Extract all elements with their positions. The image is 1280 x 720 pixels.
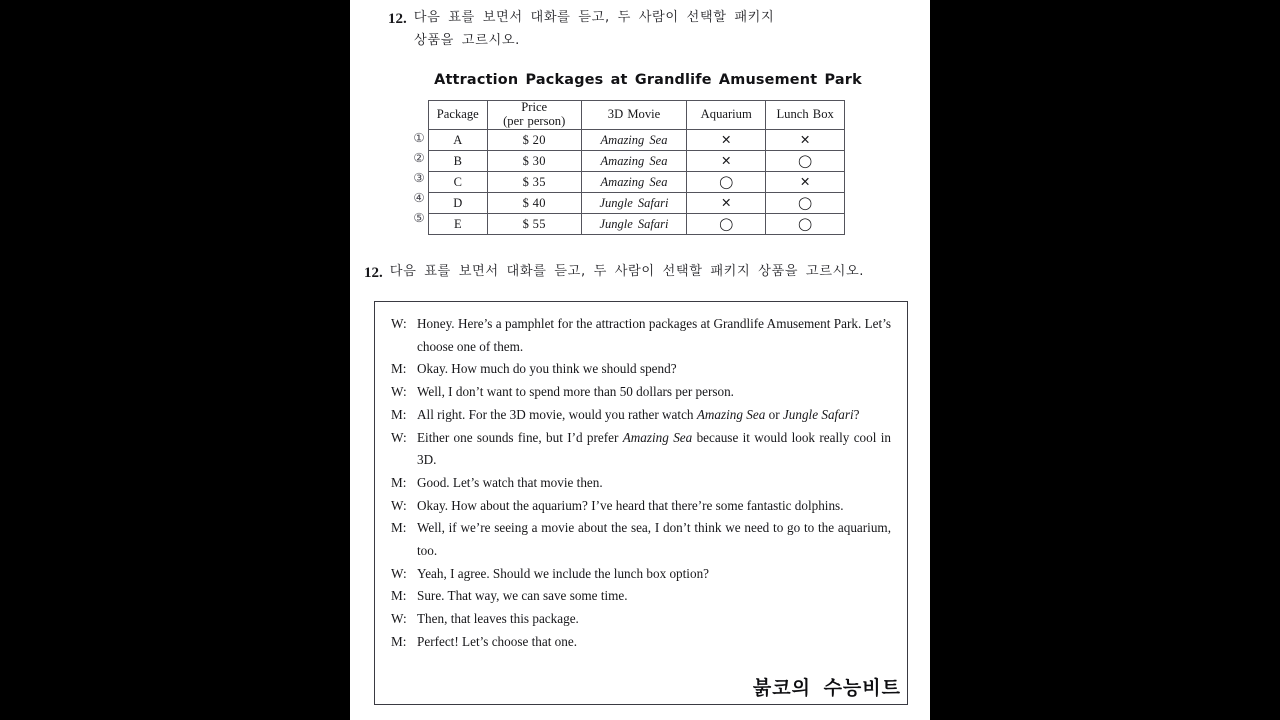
cell-package: B [429, 151, 488, 172]
cell-lunch-box: ◯ [766, 193, 845, 214]
header-price-line-1: Price [521, 100, 548, 115]
header-lunch-box: Lunch Box [766, 101, 845, 130]
speaker-label: W: [391, 384, 407, 400]
cell-movie: Jungle Safari [581, 214, 686, 235]
utterance-text [417, 404, 891, 427]
utterance-text: Yeah, I agree. Should we include the lunch box option? [417, 565, 710, 581]
cell-movie: Amazing Sea [581, 172, 686, 193]
table-row [429, 193, 845, 214]
dialogue-script-lines [375, 302, 907, 654]
dialogue-line [391, 472, 891, 495]
dialogue-line [391, 381, 891, 404]
utterance-text: Perfect! Let’s choose that one. [417, 633, 578, 649]
cell-package: E [429, 214, 488, 235]
cell-lunch-box: ◯ [766, 151, 845, 172]
header-package: Package [429, 101, 488, 130]
speaker-label: M: [391, 588, 407, 604]
cell-package: A [429, 130, 488, 151]
speaker-label: M: [391, 361, 407, 377]
dialogue-line [391, 563, 891, 586]
question-prompt-line-1 [388, 8, 908, 31]
question-number-repeat: 12. [364, 265, 383, 281]
utterance-text: Honey. Here’s a pamphlet for the attraction packages at Grandlife Amusement Park. Let’s choose one of them. [417, 316, 891, 354]
cell-movie: Jungle Safari [581, 193, 686, 214]
speaker-label: W: [391, 497, 407, 513]
header-3d-movie: 3D Movie [581, 101, 686, 130]
cell-lunch-box: ✕ [766, 130, 845, 151]
dialogue-line [391, 631, 891, 654]
dialogue-line [391, 427, 891, 472]
speaker-label: W: [391, 316, 407, 331]
cell-aquarium: ✕ [687, 193, 766, 214]
table-row [429, 214, 845, 235]
utterance-text: Sure. That way, we can save some time. [417, 588, 628, 604]
utterance-text: Okay. How about the aquarium? I’ve heard that there’re some fantastic dolphins. [417, 497, 844, 513]
dialogue-line [391, 495, 891, 518]
table-title: Attraction Packages at Grandlife Amusement Park [434, 72, 862, 88]
speaker-label: M: [391, 520, 407, 536]
question-text-line-2: 상품을 고르시오. [414, 33, 520, 49]
choice-marker-4[interactable]: ④ [413, 190, 425, 205]
cell-movie: Amazing Sea [581, 151, 686, 172]
speaker-label: M: [391, 633, 407, 649]
choice-marker-3[interactable]: ③ [413, 170, 425, 185]
dialogue-line [391, 585, 891, 608]
utterance-text: Okay. How much do you think we should spend? [417, 361, 677, 377]
cell-price: $ 55 [487, 214, 581, 235]
question-text-repeat: 다음 표를 보면서 대화를 듣고, 두 사람이 선택할 패키지 상품을 고르시오. [389, 264, 865, 279]
utterance-text: Well, I don’t want to spend more than 50 dollars per person. [417, 384, 734, 400]
table-body [429, 130, 845, 235]
packages-table [428, 100, 845, 235]
speaker-label: W: [391, 429, 407, 445]
dialogue-script-box [374, 301, 908, 705]
question-number: 12. [388, 11, 407, 27]
choice-marker-5[interactable]: ⑤ [413, 210, 425, 225]
choice-marker-2[interactable]: ② [413, 150, 425, 165]
speaker-label: M: [391, 474, 407, 490]
utterance-segment: because it would look really cool in 3D. [417, 429, 891, 468]
cell-aquarium: ✕ [687, 151, 766, 172]
table-row [429, 151, 845, 172]
utterance-segment: ? [853, 406, 860, 422]
movie-title-italic: Jungle Safari [782, 406, 854, 422]
utterance-segment: Either one sounds fine, but I’d prefer [417, 429, 623, 445]
utterance-text [417, 427, 891, 472]
utterance-text: Good. Let’s watch that movie then. [417, 474, 603, 490]
header-aquarium: Aquarium [687, 101, 766, 130]
header-price-line-2: (per person) [503, 114, 566, 128]
cell-aquarium: ◯ [687, 214, 766, 235]
cell-price: $ 30 [487, 151, 581, 172]
cell-lunch-box: ✕ [766, 172, 845, 193]
speaker-label: M: [391, 406, 407, 422]
question-text-line-1: 다음 표를 보면서 대화를 듣고, 두 사람이 선택할 패키지 [413, 10, 775, 25]
cell-aquarium: ◯ [687, 172, 766, 193]
dialogue-line [391, 608, 891, 631]
cell-price: $ 20 [487, 130, 581, 151]
dialogue-line [391, 404, 891, 427]
utterance-text: Then, that leaves this package. [417, 611, 579, 627]
table-header [429, 101, 845, 130]
cell-package: C [429, 172, 488, 193]
question-12-repeat-prompt [364, 262, 924, 285]
scanned-page [350, 0, 930, 720]
movie-title-italic: Amazing Sea [622, 429, 693, 445]
table-row [429, 130, 845, 151]
dialogue-line [391, 313, 891, 358]
cell-price: $ 35 [487, 172, 581, 193]
choice-marker-1[interactable]: ① [413, 130, 425, 145]
cell-aquarium: ✕ [687, 130, 766, 151]
movie-title-italic: Amazing Sea [696, 406, 766, 422]
dialogue-line [391, 358, 891, 381]
watermark: 붉코의 수능비트 [752, 677, 901, 699]
table-row [429, 172, 845, 193]
dialogue-line [391, 517, 891, 562]
cell-lunch-box: ◯ [766, 214, 845, 235]
speaker-label: W: [391, 611, 407, 627]
question-12-prompt [388, 8, 908, 52]
table-header-row [429, 101, 845, 130]
cell-package: D [429, 193, 488, 214]
speaker-label: W: [391, 565, 407, 581]
header-price [487, 101, 581, 130]
utterance-text: Well, if we’re seeing a movie about the sea, I don’t think we need to go to the aquarium, too. [417, 520, 891, 559]
choice-marker-column [408, 128, 430, 228]
cell-movie: Amazing Sea [581, 130, 686, 151]
cell-price: $ 40 [487, 193, 581, 214]
utterance-segment: or [765, 406, 783, 422]
utterance-segment: All right. For the 3D movie, would you rather watch [417, 406, 697, 422]
